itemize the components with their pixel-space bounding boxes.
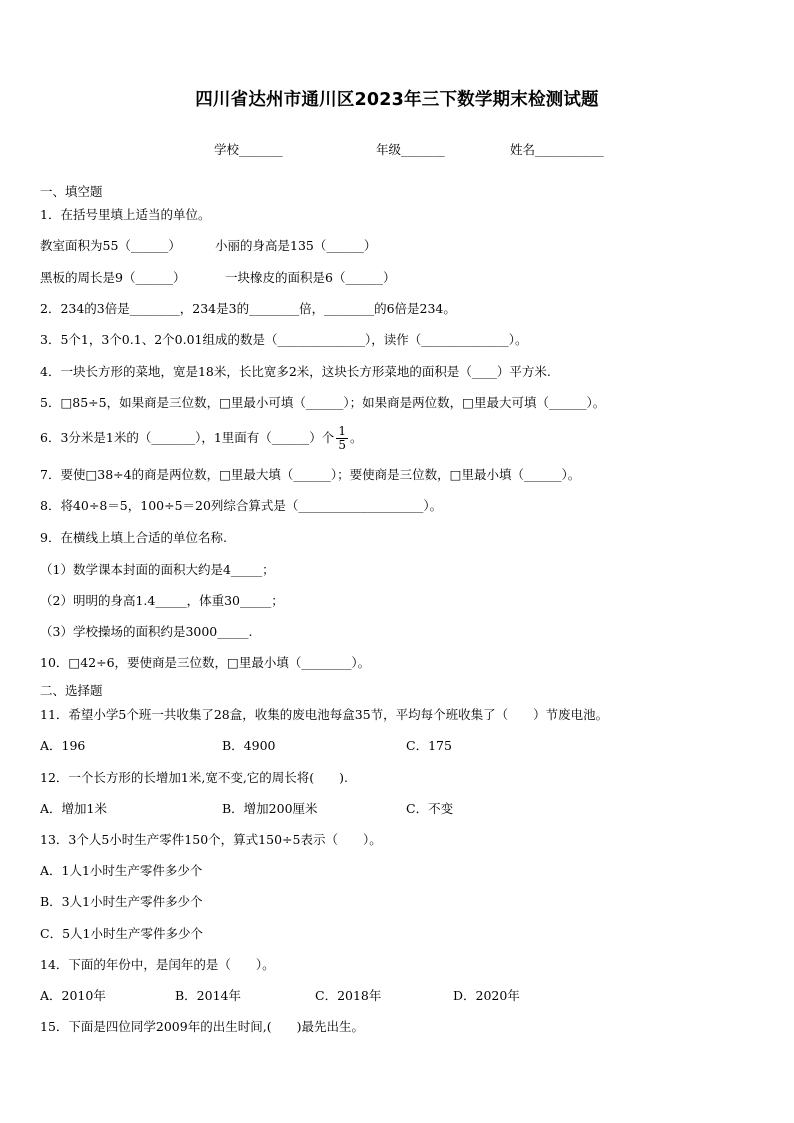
question-10: 10．□42÷6，要使商是三位数，□里最小填（________）。 bbox=[40, 655, 371, 670]
question-4: 4．一块长方形的菜地，宽是18米，长比宽多2米，这块长方形菜地的面积是（____）平方米. bbox=[40, 364, 551, 379]
question-12-option-c: C．不变 bbox=[406, 801, 454, 816]
fraction-denominator: 5 bbox=[338, 438, 346, 452]
fraction-one-fifth bbox=[336, 425, 348, 452]
grade-field: 年级_______ bbox=[376, 142, 445, 157]
question-9-stem: 9．在横线上填上合适的单位名称. bbox=[40, 530, 227, 545]
question-11-stem: 11．希望小学5个班一共收集了28盒，收集的废电池每盒35节，平均每个班收集了（ ）节废电池。 bbox=[40, 707, 609, 722]
fraction-numerator: 1 bbox=[338, 424, 346, 438]
school-field: 学校_______ bbox=[214, 142, 283, 157]
question-14-option-c: C．2018年 bbox=[315, 988, 382, 1003]
question-11-option-a: A．196 bbox=[40, 738, 86, 753]
section-heading-multiple-choice: 二、选择题 bbox=[40, 683, 103, 698]
question-11-option-b: B．4900 bbox=[222, 738, 276, 753]
question-1-part-a: 教室面积为55（______） bbox=[40, 238, 181, 253]
question-8: 8．将40÷8＝5，100÷5＝20列综合算式是（____________________）。 bbox=[40, 498, 443, 513]
question-7: 7．要使□38÷4的商是两位数，□里最大填（______）；要使商是三位数，□里最小填（______）。 bbox=[40, 467, 581, 482]
question-9-part-1: （1）数学课本封面的面积大约是4_____； bbox=[40, 562, 275, 577]
question-5: 5．□85÷5，如果商是三位数，□里最小可填（______）；如果商是两位数，□里最大可填（______）。 bbox=[40, 395, 606, 410]
question-13-option-b: B．3人1小时生产零件多少个 bbox=[40, 894, 203, 909]
question-14-option-b: B．2014年 bbox=[175, 988, 241, 1003]
question-6 bbox=[40, 423, 362, 453]
question-13-option-c: C．5人1小时生产零件多少个 bbox=[40, 926, 203, 941]
question-6-end: 。 bbox=[349, 430, 363, 445]
question-14-option-a: A．2010年 bbox=[40, 988, 106, 1003]
question-9-part-3: （3）学校操场的面积约是3000_____. bbox=[40, 624, 253, 639]
question-1-part-b: 小丽的身高是135（______） bbox=[215, 238, 377, 253]
question-11-option-c: C．175 bbox=[406, 738, 452, 753]
question-14-option-d: D．2020年 bbox=[453, 988, 520, 1003]
question-14-stem: 14．下面的年份中，是闰年的是（ ）。 bbox=[40, 957, 275, 972]
question-1-stem: 1．在括号里填上适当的单位。 bbox=[40, 207, 211, 222]
question-13-stem: 13．3个人5小时生产零件150个，算式150÷5表示（ ）。 bbox=[40, 832, 382, 847]
name-field: 姓名___________ bbox=[510, 142, 604, 157]
question-2: 2．234的3倍是________，234是3的________倍，________的6倍是234。 bbox=[40, 301, 456, 316]
question-13-option-a: A．1人1小时生产零件多少个 bbox=[40, 863, 203, 878]
question-12-option-a: A．增加1米 bbox=[40, 801, 107, 816]
question-6-text: 6．3分米是1米的（_______），1里面有（______）个 bbox=[40, 430, 335, 445]
question-12-option-b: B．增加200厘米 bbox=[222, 801, 318, 816]
page-title: 四川省达州市通川区2023年三下数学期末检测试题 bbox=[195, 90, 599, 110]
question-3: 3．5个1，3个0.1、2个0.01组成的数是（______________），读作（______________）。 bbox=[40, 332, 528, 347]
question-12-stem: 12．一个长方形的长增加1米,宽不变,它的周长将( ). bbox=[40, 770, 349, 785]
section-heading-fill-in: 一、填空题 bbox=[40, 184, 103, 199]
question-15-stem: 15．下面是四位同学2009年的出生时间,( )最先出生。 bbox=[40, 1019, 364, 1034]
question-1-part-c: 黑板的周长是9（______） bbox=[40, 270, 186, 285]
question-9-part-2: （2）明明的身高1.4_____，体重30_____； bbox=[40, 593, 284, 608]
question-1-part-d: 一块橡皮的面积是6（______） bbox=[225, 270, 396, 285]
